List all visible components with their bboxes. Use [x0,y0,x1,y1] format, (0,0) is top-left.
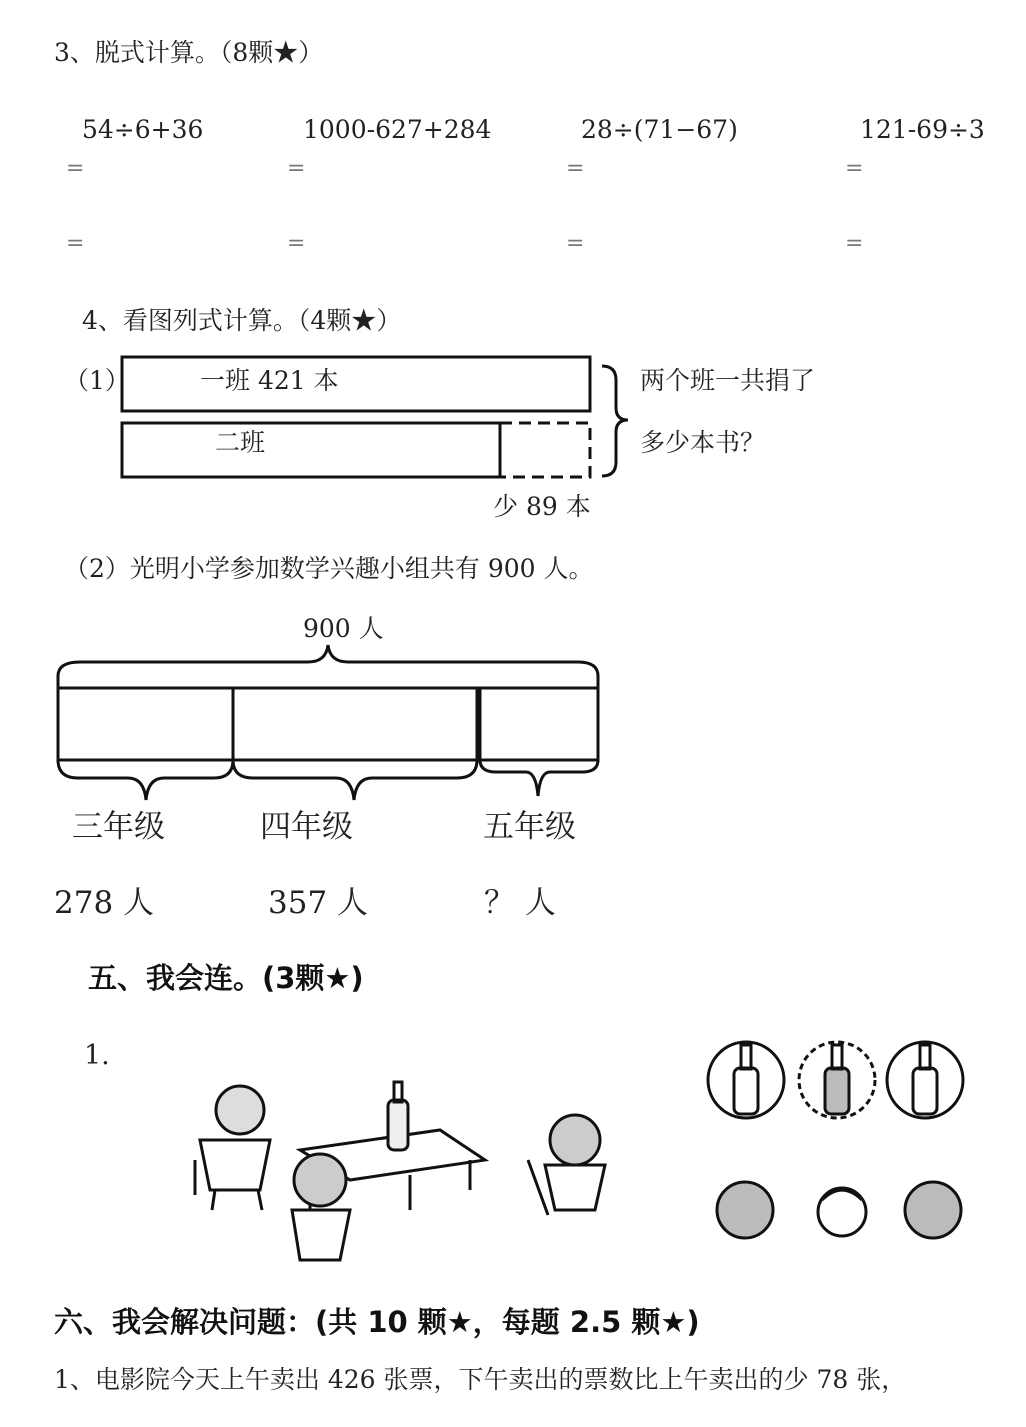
grade-4-label: 四年级 [260,809,353,845]
equals-sign: = [845,156,864,181]
grade-3-count: 278 人 [54,885,155,921]
segment-grade-5 [480,688,598,760]
expression-1: 54÷6+36 [82,115,204,144]
bar-class-1 [122,357,590,411]
equals-sign: = [566,231,585,256]
segment-grade-4 [233,688,477,760]
equals-sign: = [287,231,306,256]
equals-sign: = [66,231,85,256]
section-6-title: 六、我会解决问题：(共 10 颗★，每题 2.5 颗★) [54,1305,700,1339]
part-2-text: （2）光明小学参加数学兴趣小组共有 900 人。 [64,554,594,583]
problem-1-text: 1、电影院今天上午卖出 426 张票，下午卖出的票数比上午卖出的少 78 张， [54,1365,907,1394]
expression-3: 28÷(71−67) [581,115,738,144]
brace-grade-3 [58,760,233,800]
equals-sign: = [845,231,864,256]
equals-sign: = [287,156,306,181]
grade-5-count: ？ 人 [484,885,556,921]
less-label: 少 89 本 [493,492,591,521]
bar-class-2 [122,423,500,477]
bar-1-label: 一班 421 本 [200,366,339,395]
q3-title: 3、脱式计算。（8颗★） [54,38,324,67]
bar-missing-dashed [500,423,590,477]
q4-title: 4、看图列式计算。（4颗★） [82,306,402,335]
total-label: 900 人 [303,614,384,643]
question-line-1: 两个班一共捐了 [640,366,816,395]
top-brace [58,645,598,688]
expression-2: 1000-627+284 [303,115,492,144]
segment-grade-3 [58,688,233,760]
equals-sign: = [66,156,85,181]
child-face-icons [717,1182,961,1238]
equals-sign: = [566,156,585,181]
grade-3-label: 三年级 [72,809,165,845]
brace-grade-4 [233,760,477,800]
grade-5-label: 五年级 [483,809,576,845]
scene-illustration [195,1082,605,1260]
bottle-view-icons [708,1042,963,1118]
brace-grade-5 [480,760,598,796]
question-line-2: 多少本书？ [640,428,766,457]
item-number: 1. [84,1040,110,1071]
bar-2-label: 二班 [215,428,266,457]
part-1-label: （1） [64,366,130,395]
grade-4-count: 357 人 [268,885,369,921]
expression-4: 121-69÷3 [860,115,985,144]
section-5-title: 五、我会连。(3颗★) [88,961,364,995]
right-brace [602,366,628,476]
